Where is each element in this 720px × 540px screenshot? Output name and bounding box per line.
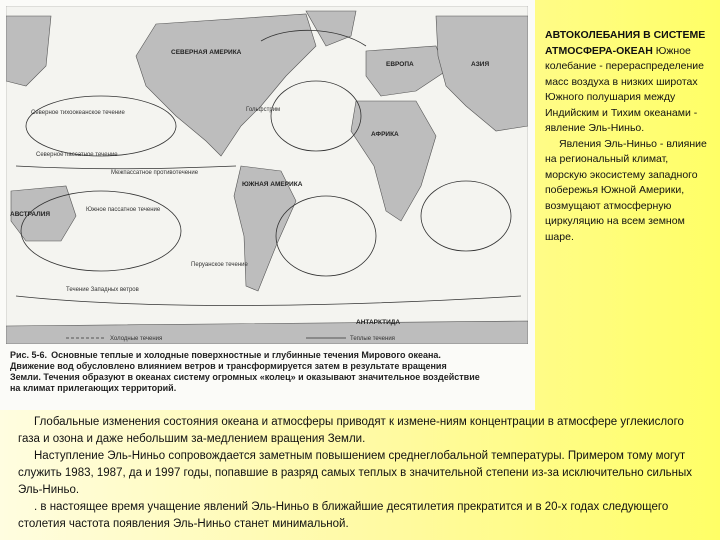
- sidebar-text: [545, 28, 710, 245]
- label-north-trade-wind: Северное пассатное течение: [36, 152, 118, 158]
- label-north-pacific-current: Северное тихоокеанское течение: [31, 110, 125, 116]
- legend-cold-currents: Холодные течения: [110, 336, 163, 342]
- bottom-paragraph-1: Глобальные изменения состояния океана и атмосферы приводят к измене-ниям концентрации в атмосфере углекислого газа и озона и даже небольшим за-медлением вращения Земли.: [18, 416, 684, 445]
- caption-label: Рис. 5-6.: [10, 350, 48, 360]
- label-west-winds: Течение Западных ветров: [66, 287, 139, 293]
- label-asia: АЗИЯ: [471, 61, 490, 68]
- caption-text: Основные теплые и холодные поверхностные и глубинные течения Мирового океана. Движение вод обусловлено влиянием ветров и трансформируется затем в результате вращения Земли. Течения образуют в океанах систему огромных «колец» и оказывают значительное воздействие на климат прилегающих территорий.: [10, 350, 480, 393]
- figure-caption: [10, 350, 480, 394]
- sidebar-intro: Южное колебание - перераспределение масс воздуха в низких широтах Южного полушария между Индийским и Тихим океанами - явление Эль-Ниньо.: [545, 44, 704, 134]
- legend-warm-currents: Теплые течения: [350, 336, 395, 342]
- label-australia: АВСТРАЛИЯ: [10, 211, 51, 218]
- sidebar-title: АВТОКОЛЕБАНИЯ В СИСТЕМЕ АТМОСФЕРА-ОКЕАН: [545, 29, 706, 57]
- label-peru-current: Перуанское течение: [191, 262, 248, 268]
- label-europe: ЕВРОПА: [386, 61, 414, 68]
- label-south-america: ЮЖНАЯ АМЕРИКА: [242, 181, 303, 188]
- label-gulf-stream: Гольфстрим: [246, 107, 281, 113]
- label-intertrade-countercurrent: Межпассатное противотечение: [111, 170, 199, 176]
- label-antarctica: АНТАРКТИДА: [356, 319, 401, 326]
- sidebar-paragraph-2: Явления Эль-Ниньо - влияние на региональный климат, морскую экосистему западного побережья Южной Америки, возмущают атмосферную циркуляцию на всем земном шаре.: [545, 137, 707, 243]
- label-south-trade-wind: Южное пассатное течение: [86, 207, 161, 213]
- bottom-paragraph-3: . в настоящее время учащение явлений Эль-Ниньо в ближайшие десятилетия прекратится и в 20-х годах следующего столетия частота появления Эль-Ниньо станет минимальной.: [18, 501, 669, 530]
- world-currents-map: [6, 6, 528, 344]
- label-north-america: СЕВЕРНАЯ АМЕРИКА: [171, 49, 242, 56]
- bottom-paragraph-2: Наступление Эль-Ниньо сопровождается заметным повышением среднеглобальной температуры. Примером тому могут служить 1983, 1987, да и 1997 годы, попавшие в разряд самых теплых в значительной степени из-за исключительно сильных Эль-Ниньо.: [18, 450, 693, 496]
- label-africa: АФРИКА: [371, 131, 399, 138]
- bottom-text: [18, 414, 708, 533]
